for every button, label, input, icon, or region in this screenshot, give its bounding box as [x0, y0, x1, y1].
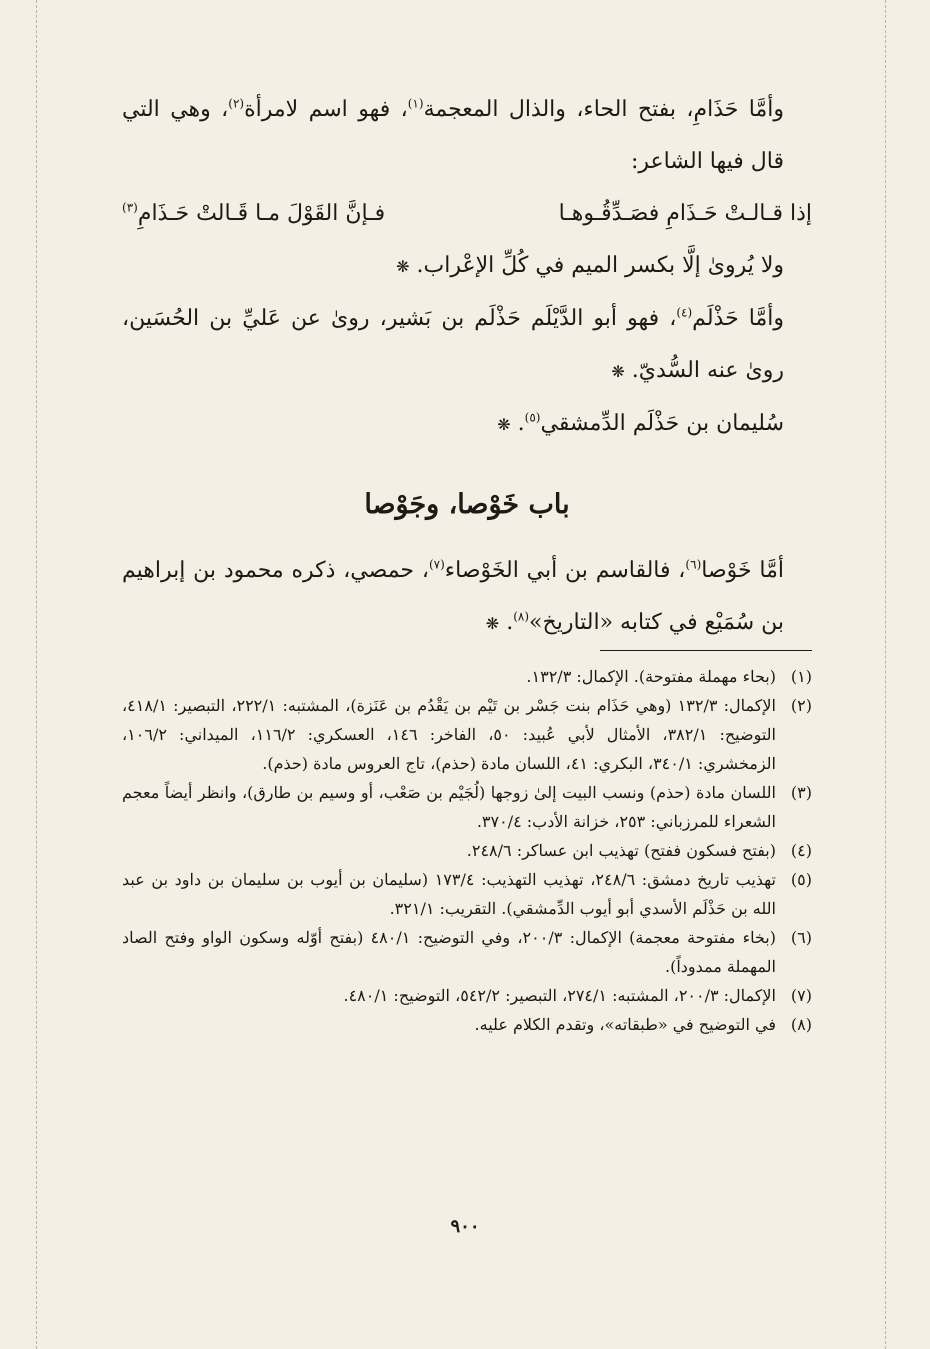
footnote-ref-5[interactable]: (٥): [524, 410, 541, 425]
section-heading: باب خَوْصا، وجَوْصا: [364, 489, 570, 520]
footnote-ref-3[interactable]: (٣): [122, 200, 138, 215]
footnote-5: (٥) تهذيب تاريخ دمشق: ٢٤٨/٦، تهذيب التهذيب: ١٧٣/٤ (سليمان بن أيوب بن سليمان بن داود بن عبد الله بن حَذْلَم الأسدي أبو أيوب الدِّمشقي). التقريب: ٣٢١/١.: [122, 870, 812, 918]
footnote-ref-8[interactable]: (٨): [513, 609, 530, 624]
star-marker: ❋: [485, 614, 500, 633]
footnote-1: (١) (بحاء مهملة مفتوحة). الإكمال: ١٣٢/٣.: [526, 667, 812, 686]
footnote-ref-7[interactable]: (٧): [428, 557, 445, 572]
footnote-separator: [600, 650, 812, 651]
footnote-2: (٢) الإكمال: ١٣٢/٣ (وهي حَذَام بنت جَسْر بن تَيْم بن يَقْدُم بن عَنَزة)، المشتبه: ٢٢٢/١، التبصير: ٤١٨/١، التوضيح: ٣٨٢/١، الأمثال لأبي عُبيد: ٥٠، الفاخر: ١٤٦، العسكري: ١١٦/٢، الميداني: ١٠٦/٢، الزمخشري: ٣٤٠/١، البكري: ٤١، اللسان مادة (حذم)، تاج العروس مادة (حذم).: [122, 696, 812, 773]
paragraph-riwaya: ولا يُروىٰ إلَّا بكسر الميم في كُلِّ الإعْراب. ❋: [396, 253, 784, 278]
footnote-3: (٣) اللسان مادة (حذم) ونسب البيت إلىٰ زوجها (لُجَيْم بن صَعْب، أو وسيم بن طارق)، وانظر أيضاً معجم الشعراء للمرزباني: ٢٥٣، خزانة الأدب: ٣٧٠/٤.: [122, 783, 812, 831]
footnote-7: (٧) الإكمال: ٢٠٠/٣، المشتبه: ٢٧٤/١، التبصير: ٥٤٢/٢، التوضيح: ٤٨٠/١.: [343, 986, 812, 1005]
verse-second-hemistich: فـإنَّ القَوْلَ مـا قَـالتْ حَـذَامِ$^{(٣)}$: [122, 200, 386, 226]
paragraph-hadhlam: وأمَّا حَذْلَم$^{(٤)}$، فهو أبو الدَّيْلَم حَذْلَم بن بَشير، روىٰ عن عَليِّ بن الحُسَين، روىٰ عنه السُّديّ. ❋: [122, 305, 784, 383]
main-text: [122, 84, 812, 650]
footnotes: [122, 662, 812, 1039]
footnote-ref-2[interactable]: (٢): [228, 96, 245, 111]
star-marker: ❋: [611, 362, 625, 381]
verse-first-hemistich: إذا قـالـتْ حَـذَامِ فصَـدِّقُـوهـا: [558, 201, 812, 226]
footnote-ref-4[interactable]: (٤): [676, 305, 693, 320]
footnote-4: (٤) (بفتح فسكون ففتح) تهذيب ابن عساكر: ٢٤٨/٦.: [466, 841, 812, 860]
paragraph-hadham: وأمَّا حَذَامِ، بفتح الحاء، والذال المعجمة$^{(١)}$، فهو اسم لامرأة$^{(٢)}$، وهي التي قال فيها الشاعر:: [122, 96, 784, 174]
footnote-ref-1[interactable]: (١): [407, 96, 424, 111]
scan-margin-line: [885, 0, 886, 1349]
paragraph-sulayman: سُليمان بن حَذْلَم الدِّمشقي$^{(٥)}$. ❋: [497, 410, 784, 436]
footnote-6: (٦) (بخاء مفتوحة معجمة) الإكمال: ٢٠٠/٣، وفي التوضيح: ٤٨٠/١ (بفتح أوّله وسكون الواو وفتح الصاد المهملة ممدوداً).: [122, 928, 812, 976]
star-marker: ❋: [497, 415, 511, 434]
star-marker: ❋: [396, 257, 410, 276]
page-number: ٩٠٠: [450, 1216, 480, 1237]
poetry-verse: [122, 188, 812, 240]
footnote-ref-6[interactable]: (٦): [685, 557, 702, 572]
paragraph-khawsa: أمَّا خَوْصا$^{(٦)}$، فالقاسم بن أبي الخَوْصاء$^{(٧)}$، حمصي، ذكره محمود بن إبراهيم بن سُمَيْع في كتابه «التاريخ»$^{(٨)}$. ❋: [122, 557, 784, 635]
footnote-8: (٨) في التوضيح في «طبقاته»، وتقدم الكلام عليه.: [474, 1015, 812, 1034]
scan-margin-line: [36, 0, 37, 1349]
